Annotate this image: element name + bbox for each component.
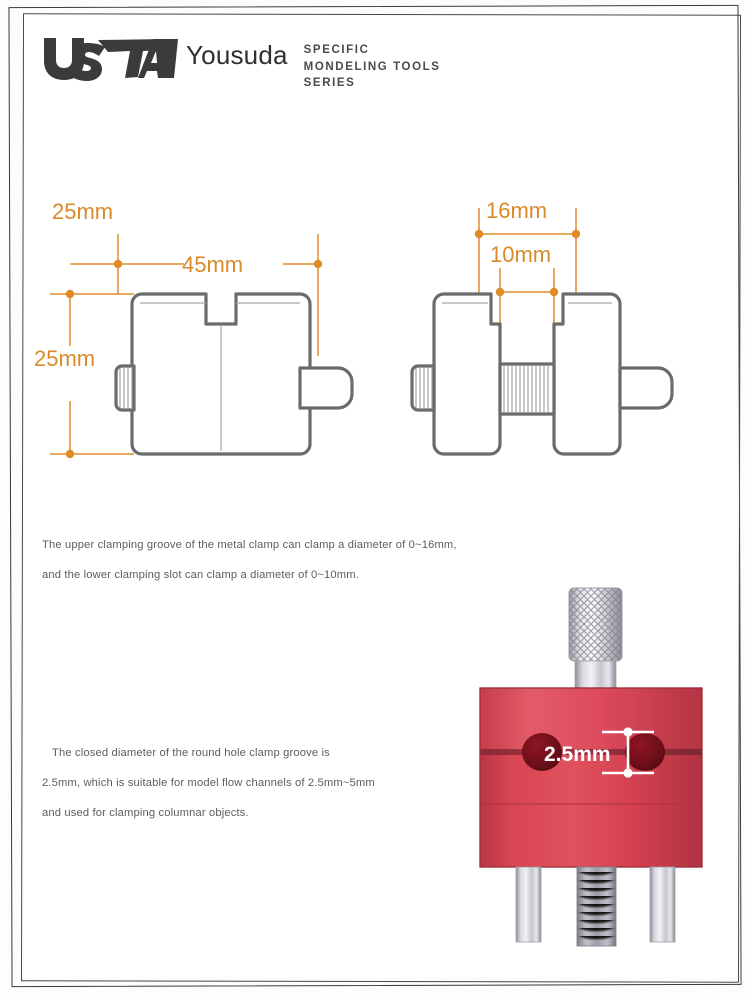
ustar-logo-icon bbox=[40, 34, 180, 82]
threaded-rod bbox=[577, 867, 616, 946]
paragraph-2-line-2: 2.5mm, which is suitable for model flow channels of 2.5mm~5mm bbox=[42, 777, 375, 789]
guide-pin-right bbox=[650, 867, 675, 942]
side-view-right-shaft bbox=[620, 368, 672, 408]
dim-25-top bbox=[52, 199, 118, 294]
paragraph-2-line-3: and used for clamping columnar objects. bbox=[42, 807, 249, 819]
brand-tagline bbox=[304, 42, 441, 92]
guide-pin-left bbox=[516, 867, 541, 942]
side-view-threaded-section bbox=[500, 364, 554, 414]
paragraph-2-line-1: The closed diameter of the round hole clamp groove is bbox=[52, 747, 330, 759]
front-view-clamp bbox=[34, 199, 352, 458]
side-view-left-screw bbox=[412, 366, 434, 410]
dim-10-lower bbox=[490, 242, 558, 326]
tagline-line-2: MONDELING TOOLS bbox=[303, 60, 441, 73]
tagline-line-1: SPECIFIC bbox=[303, 44, 370, 56]
callout-label: 2.5mm bbox=[544, 743, 611, 766]
page-header bbox=[40, 34, 441, 92]
description-paragraph-1 bbox=[42, 530, 457, 590]
technical-drawings bbox=[24, 186, 736, 496]
dim-label-10: 10mm bbox=[490, 242, 552, 267]
front-view-left-screw bbox=[116, 366, 134, 410]
paragraph-1-line-1: The upper clamping groove of the metal clamp can clamp a diameter of 0~16mm, bbox=[42, 539, 457, 551]
dim-label-16: 16mm bbox=[486, 198, 548, 223]
brand-name: Yousuda bbox=[186, 40, 288, 70]
side-view-clamp bbox=[412, 198, 672, 454]
description-paragraph-2 bbox=[42, 738, 375, 828]
knurled-knob bbox=[569, 588, 622, 688]
dim-label-45-width: 45mm bbox=[182, 252, 244, 277]
red-anodized-body bbox=[480, 688, 702, 867]
front-view-right-shaft bbox=[300, 368, 352, 408]
dim-label-25-height: 25mm bbox=[34, 346, 96, 371]
red-metal-clamp-photo bbox=[472, 568, 722, 958]
dim-label-25-top: 25mm bbox=[52, 199, 114, 224]
page-content bbox=[24, 16, 736, 978]
paragraph-1-line-2: and the lower clamping slot can clamp a diameter of 0~10mm. bbox=[42, 569, 359, 581]
clamp-hole-right bbox=[625, 733, 665, 771]
tagline-line-3: SERIES bbox=[303, 77, 356, 90]
